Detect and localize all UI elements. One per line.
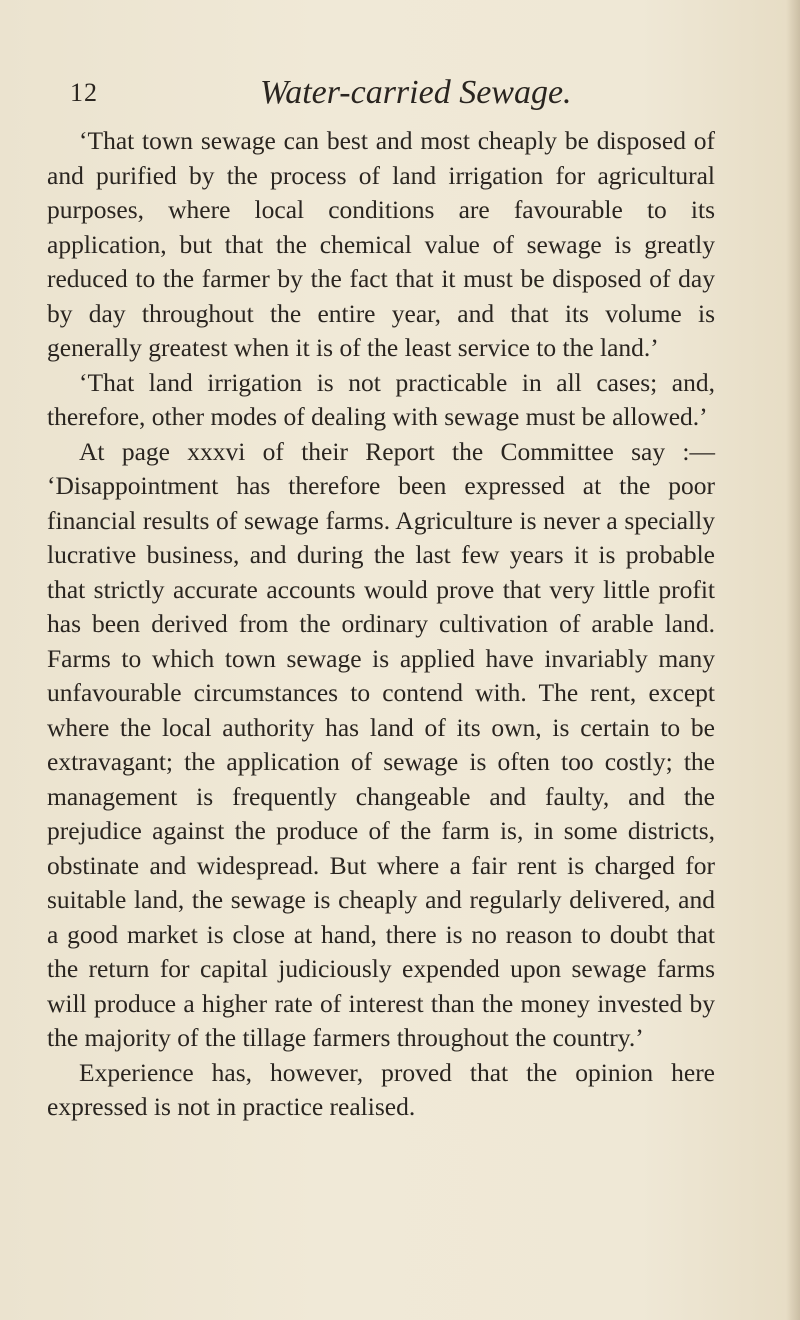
running-title: Water-carried Sewage. xyxy=(260,74,572,111)
paragraph-quote-town-sewage: ‘That town sewage can best and most cheaply be disposed of and purified by the process of land irrigation for agricultural purposes, where local conditions are favourable to its application, but that the chemical value of sewage is greatly reduced to the farmer by the fact that it must be disposed of day by day throughout the entire year, and that its volume is generally greatest when it is of the least service to the land.’ xyxy=(47,126,715,362)
body-text xyxy=(47,124,715,1125)
paragraph-experience: Experience has, however, proved that the opinion here expressed is not in practice realised. xyxy=(47,1057,715,1121)
page-number: 12 xyxy=(70,78,98,107)
page-edge-shadow xyxy=(786,0,800,1320)
running-head xyxy=(70,70,770,120)
paragraph-quote-land-irrigation: ‘That land irrigation is not practicable in all cases; and, therefore, other modes of dealing with sewage must be allowed.’ xyxy=(47,367,715,431)
paragraph-report-quote: At page xxxvi of their Report the Committee say :— ‘Disappointment has therefore been expressed at the poor financial results of sewage farms. Agriculture is never a specially lucrative business, and during the last few years it is probable that strictly accurate accounts would prove that very little profit has been derived from the ordinary cultivation of arable land. Farms to which town sewage is applied have invariably many unfavourable circumstances to contend with. The rent, except where the local authority has land of its own, is certain to be extravagant; the application of sewage is often too costly; the management is frequently changeable and faulty, and the prejudice against the produce of the farm is, in some districts, obstinate and widespread. But where a fair rent is charged for suitable land, the sewage is cheaply and regularly delivered, and a good market is close at hand, there is no reason to doubt that the return for capital judiciously expended upon sewage farms will produce a higher rate of interest than the money invested by the majority of the tillage farmers throughout the country.’ xyxy=(47,436,715,1052)
